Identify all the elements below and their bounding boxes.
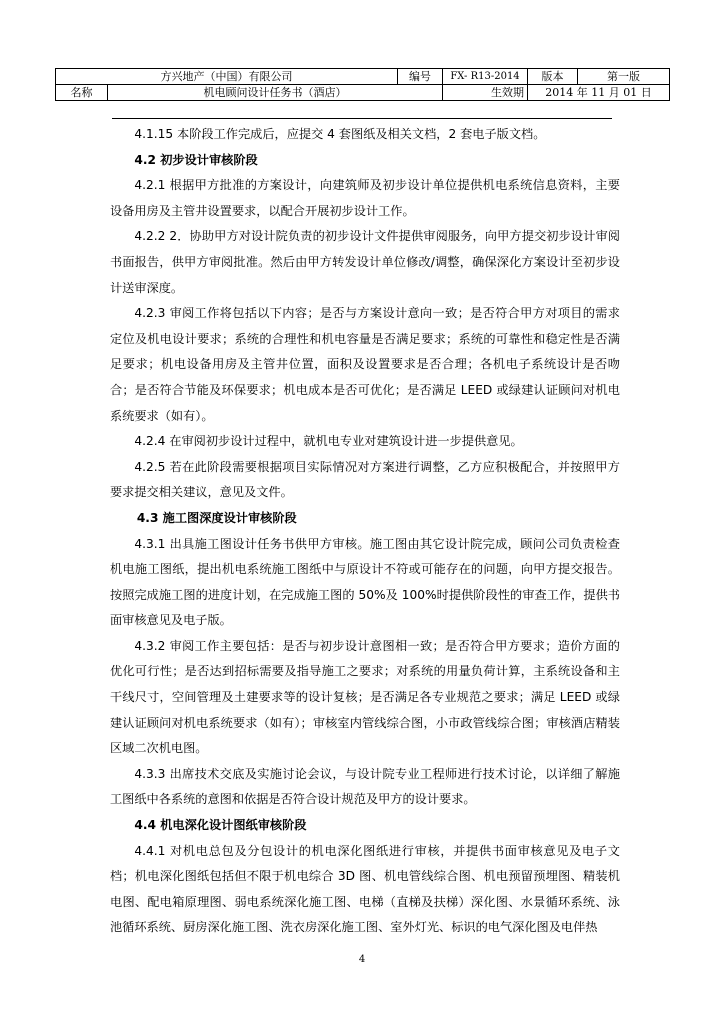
version-label: 版本 — [528, 69, 578, 85]
paragraph: 4.2.3 审阅工作将包括以下内容；是否与方案设计意向一致；是否符合甲方对项目的需求定位及机电设计要求；系统的合理性和机电容量是否满足要求；系统的可靠性和稳定性是否满足要求；机电设备用房及主管井位置，面积及设置要求是否合理；各机电子系统设计是否吻合；是否符合节能及环保要求；机电成本是否可优化；是否满足 LEED 或绿建认证顾问对机电系统要求（如有）。 — [110, 306, 620, 423]
code-value: FX- R13-2014 — [443, 69, 528, 85]
effective-label: 生效期 — [443, 85, 528, 101]
header-row-1 — [56, 69, 670, 85]
paragraph: 4.1.15 本阶段工作完成后，应提交 4 套图纸及相关文档，2 套电子版文档。 — [134, 127, 546, 141]
section-heading: 4.2 初步设计审核阶段 — [134, 152, 258, 167]
effective-date: 2014 年 11 月 01 日 — [528, 85, 670, 101]
code-label: 编号 — [398, 69, 443, 85]
paragraph: 4.2.1 根据甲方批准的方案设计，向建筑师及初步设计单位提供机电系统信息资料，主要设备用房及主管井设置要求，以配合开展初步设计工作。 — [110, 178, 620, 218]
paragraph: 4.2.4 在审阅初步设计过程中，就机电专业对建筑设计进一步提供意见。 — [134, 434, 523, 449]
document-name: 机电顾问设计任务书（酒店） — [108, 85, 443, 101]
paragraph: 4.4.1 对机电总包及分包设计的机电深化图纸进行审核，并提供书面审核意见及电子文档；机电深化图纸包括但不限于机电综合 3D 图、机电管线综合图、机电预留预埋图、精装机电图、配电箱原理图、弱电系统深化施工图、电梯（直梯及扶梯）深化图、水景循环系统、泳池循环系统、厨房深化施工图、洗衣房深化施工图、室外灯光、标识的电气深化图及电伴热 — [110, 843, 620, 935]
paragraph: 4.2.5 若在此阶段需要根据项目实际情况对方案进行调整，乙方应积极配合，并按照甲方要求提交相关建议，意见及文件。 — [110, 459, 620, 500]
company-name: 方兴地产（中国）有限公司 — [56, 69, 398, 85]
section-heading: 4.4 机电深化设计图纸审核阶段 — [134, 818, 307, 833]
paragraph: 4.3.2 审阅工作主要包括：是否与初步设计意图相一致；是否符合甲方要求；造价方面的优化可行性；是否达到招标需要及指导施工之要求；对系统的用量负荷计算，主系统设备和主干线尺寸，空间管理及土建要求等的设计复核；是否满足各专业规范之要求；满足 LEED 或绿建认证顾问对机电系统要求（如有）；审核室内管线综合图，小市政管线综合图；审核酒店精装区域二次机电图。 — [110, 638, 620, 756]
paragraph: 4.2.2 2．协助甲方对设计院负责的初步设计文件提供审阅服务，向甲方提交初步设计审阅书面报告，供甲方审阅批准。然后由甲方转发设计单位修改/调整，确保深化方案设计至初步设计送审深度。 — [110, 229, 620, 295]
paragraph: 4.3.3 出席技术交底及实施讨论会议，与设计院专业工程师进行技术讨论，以详细了解施工图纸中各系统的意图和依据是否符合设计规范及甲方的设计要求。 — [110, 766, 620, 807]
document-body — [110, 122, 620, 941]
name-label: 名称 — [56, 85, 108, 101]
section-heading: 4.3 施工图深度设计审核阶段 — [136, 510, 297, 525]
page-number: 4 — [358, 954, 366, 965]
paragraph: 4.3.1 出具施工图设计任务书供甲方审核。施工图由其它设计院完成，顾问公司负责检查机电施工图纸，提出机电系统施工图纸中与原设计不符或可能存在的问题，向甲方提交报告。按照完成施工图的进度计划，在完成施工图的 50%及 100%时提供阶段性的审查工作，提供书面审核意见及电子版。 — [110, 536, 620, 628]
header-divider — [112, 118, 612, 119]
version-value: 第一版 — [578, 69, 670, 85]
header-row-2 — [56, 85, 670, 101]
document-header-table — [55, 68, 670, 101]
